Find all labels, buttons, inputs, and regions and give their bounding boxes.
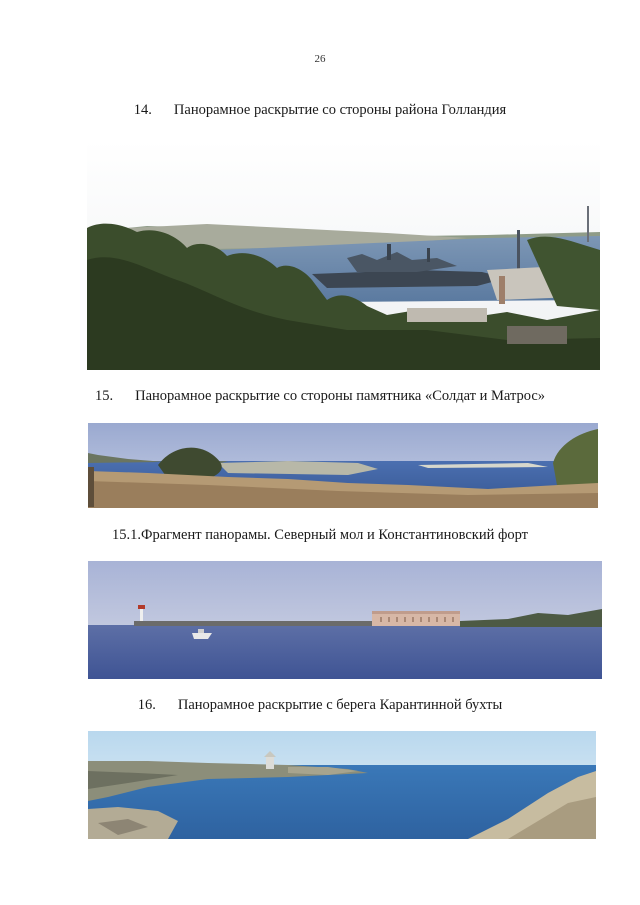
page-number: 26 [314, 53, 326, 65]
caption-15-1 [0, 527, 640, 544]
caption-14-number: 14. [133, 102, 152, 118]
caption-15-title: Панорамное раскрытие со стороны памятника «Солдат и Матрос» [135, 388, 546, 404]
caption-15-number: 15. [94, 388, 114, 404]
caption-14 [0, 102, 640, 119]
caption-15 [0, 388, 640, 405]
caption-14-title: Панорамное раскрытие со стороны района Голландия [173, 102, 507, 118]
caption-16-number: 16. [137, 697, 156, 713]
photo-soldier-sailor-panorama [88, 423, 598, 508]
photo-northern-mole-fort [88, 561, 602, 679]
photo-hollandia-panorama [87, 140, 600, 370]
caption-16-title: Панорамное раскрытие с берега Карантинной бухты [177, 697, 503, 713]
caption-16 [0, 697, 640, 714]
caption-15-1-title: 15.1.Фрагмент панорамы. Северный мол и Константиновский форт [111, 527, 529, 543]
photo-quarantine-bay-panorama [88, 731, 596, 839]
